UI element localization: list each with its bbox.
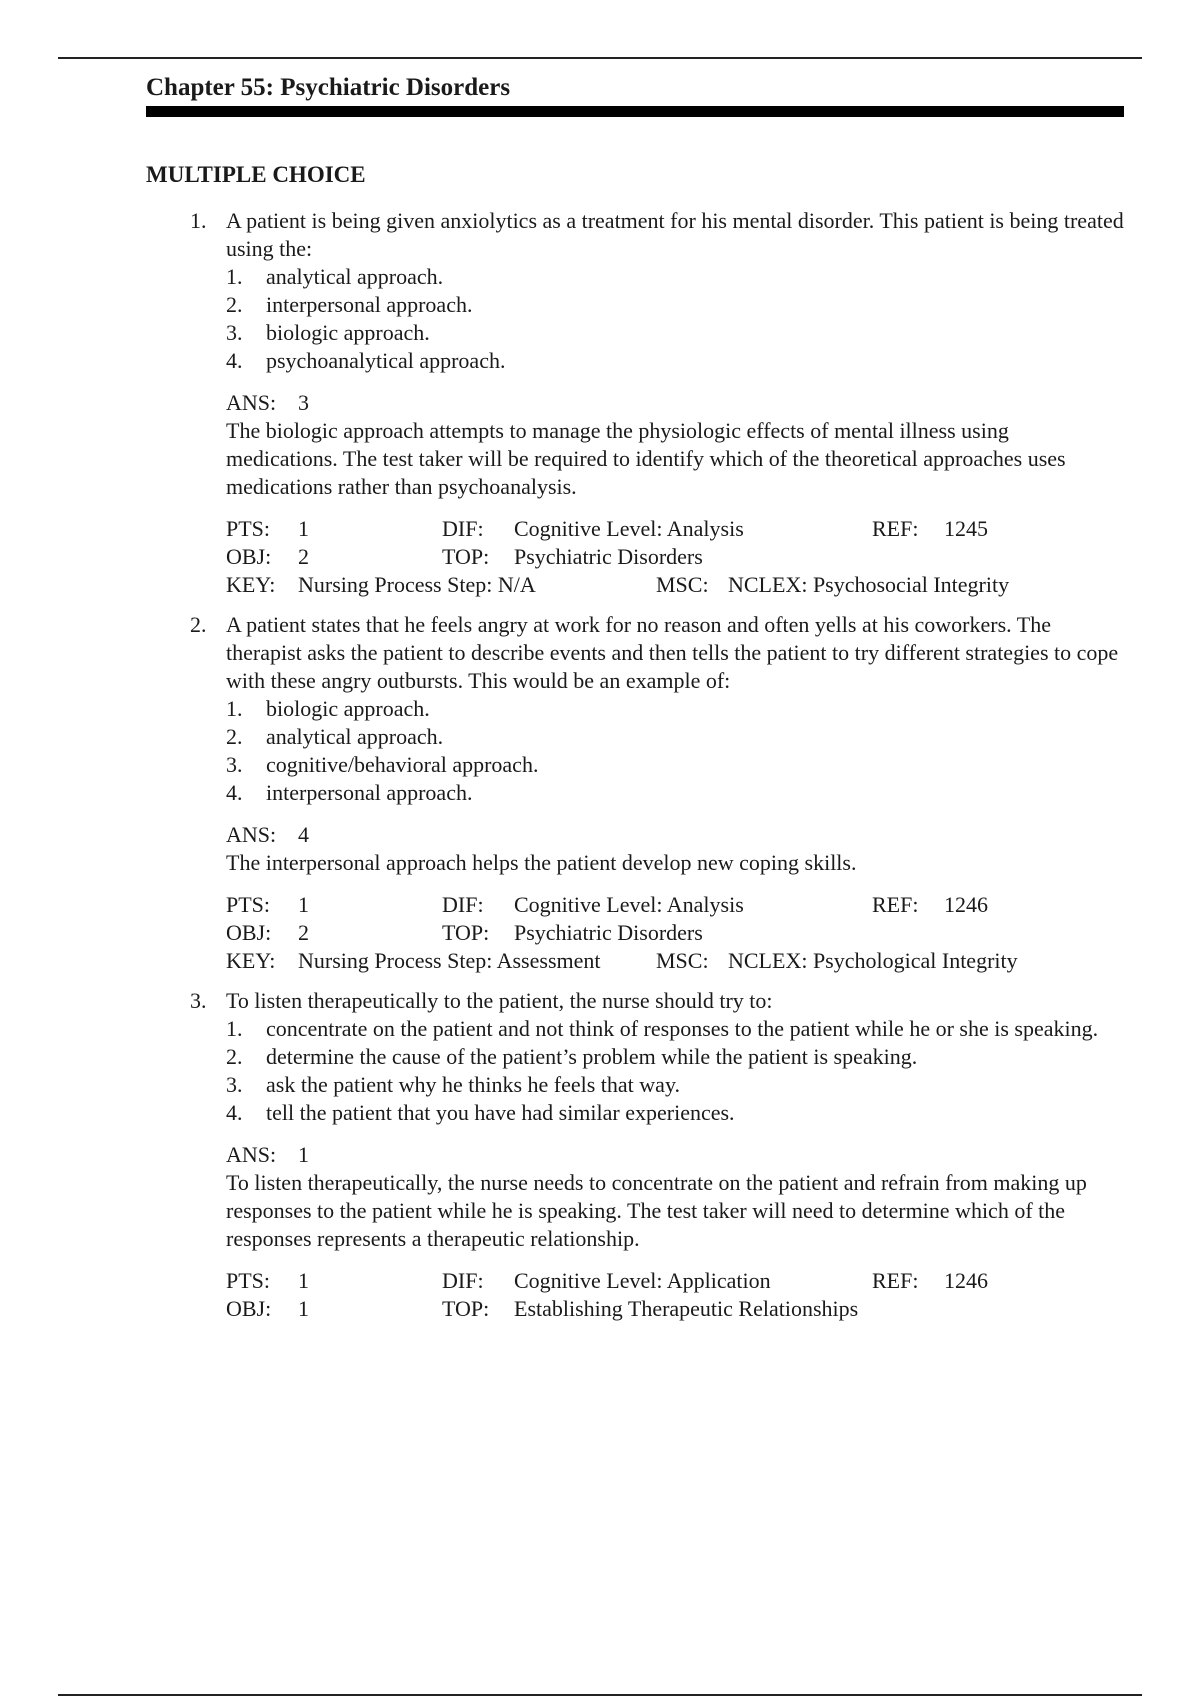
meta-row [226,1267,1126,1295]
top-value: Psychiatric Disorders [514,544,703,569]
option-item [226,695,1126,723]
option-text: interpersonal approach. [266,780,473,805]
option-text: interpersonal approach. [266,292,473,317]
question-stem: A patient is being given anxiolytics as a treatment for his mental disorder. This patient is being treated using the: [226,208,1124,261]
pts-value: 1 [298,892,309,917]
pts-value: 1 [298,516,309,541]
option-text: analytical approach. [266,264,444,289]
option-text: cognitive/behavioral approach. [266,752,539,777]
option-item [226,1015,1126,1043]
meta-row [226,515,1126,543]
obj-label: OBJ: [226,920,272,945]
key-label: KEY: [226,572,276,597]
dif-value: Cognitive Level: Analysis [514,516,744,541]
answer-rationale: The biologic approach attempts to manage the physiologic effects of mental illness using medications. The test taker will be required to identify which of the theoretical approaches uses medications rather than psychoanalysis. [226,418,1066,499]
question-stem: A patient states that he feels angry at work for no reason and often yells at his coworkers. The therapist asks the patient to describe events and then tells the patient to try different strategies to cope with these angry outbursts. This would be an example of: [226,612,1119,693]
top-label: TOP: [442,1296,490,1321]
option-item [226,347,1126,375]
answer-line [226,1141,1126,1169]
top-value: Psychiatric Disorders [514,920,703,945]
msc-value: NCLEX: Psychological Integrity [728,948,1018,973]
option-number: 3. [226,1072,243,1097]
answer-block [226,389,1126,501]
option-item [226,291,1126,319]
top-rule [58,57,1142,59]
pts-label: PTS: [226,1268,271,1293]
question-item [146,207,1126,599]
dif-label: DIF: [442,892,484,917]
key-value: Nursing Process Step: N/A [298,572,536,597]
option-text: psychoanalytical approach. [266,348,506,373]
question-item [146,987,1126,1323]
option-number: 1. [226,1016,243,1041]
key-value: Nursing Process Step: Assessment [298,948,601,973]
answer-block [226,1141,1126,1253]
obj-value: 2 [298,920,309,945]
option-list [226,695,1126,807]
option-item [226,723,1126,751]
meta-row [226,543,1126,571]
answer-value: 1 [298,1142,309,1167]
top-value: Establishing Therapeutic Relationships [514,1296,859,1321]
chapter-title: Chapter 55: Psychiatric Disorders [146,74,511,101]
question-metadata [226,891,1126,975]
title-underline-bar [146,106,1124,117]
option-item [226,779,1126,807]
option-item [226,319,1126,347]
ref-value: 1246 [944,892,988,917]
meta-row [226,947,1126,975]
option-number: 1. [226,264,243,289]
answer-value: 4 [298,822,309,847]
ref-label: REF: [872,892,919,917]
option-text: ask the patient why he thinks he feels that way. [266,1072,681,1097]
question-metadata [226,1267,1126,1323]
option-text: concentrate on the patient and not think of responses to the patient while he or she is speaking. [266,1016,1099,1041]
option-number: 4. [226,780,243,805]
option-number: 2. [226,292,243,317]
key-label: KEY: [226,948,276,973]
top-label: TOP: [442,544,490,569]
ref-value: 1246 [944,1268,988,1293]
answer-block [226,821,1126,877]
option-item [226,1071,1126,1099]
option-number: 1. [226,696,243,721]
question-list [146,207,1126,1323]
msc-label: MSC: [656,572,709,597]
answer-line [226,821,1126,849]
option-list [226,1015,1126,1127]
question-number: 3. [190,988,207,1013]
question-stem: To listen therapeutically to the patient, the nurse should try to: [226,988,773,1013]
option-item [226,1043,1126,1071]
option-number: 4. [226,348,243,373]
dif-value: Cognitive Level: Application [514,1268,771,1293]
question-number: 1. [190,208,207,233]
bottom-rule [58,1694,1142,1696]
pts-label: PTS: [226,892,271,917]
dif-value: Cognitive Level: Analysis [514,892,744,917]
ref-value: 1245 [944,516,988,541]
answer-label: ANS: [226,1142,277,1167]
option-text: determine the cause of the patient’s problem while the patient is speaking. [266,1044,918,1069]
obj-value: 2 [298,544,309,569]
obj-label: OBJ: [226,544,272,569]
obj-label: OBJ: [226,1296,272,1321]
obj-value: 1 [298,1296,309,1321]
msc-value: NCLEX: Psychosocial Integrity [728,572,1010,597]
meta-row [226,919,1126,947]
answer-line [226,389,1126,417]
meta-row [226,1295,1126,1323]
meta-row [226,891,1126,919]
page-content [146,72,1126,1335]
ref-label: REF: [872,516,919,541]
option-number: 3. [226,320,243,345]
option-list [226,263,1126,375]
option-text: biologic approach. [266,696,430,721]
question-number: 2. [190,612,207,637]
answer-rationale: The interpersonal approach helps the patient develop new coping skills. [226,850,857,875]
top-label: TOP: [442,920,490,945]
question-metadata [226,515,1126,599]
option-number: 2. [226,724,243,749]
answer-label: ANS: [226,390,277,415]
option-number: 4. [226,1100,243,1125]
answer-label: ANS: [226,822,277,847]
ref-label: REF: [872,1268,919,1293]
answer-value: 3 [298,390,309,415]
option-item [226,1099,1126,1127]
section-title: MULTIPLE CHOICE [146,162,366,187]
option-item [226,263,1126,291]
option-text: biologic approach. [266,320,430,345]
dif-label: DIF: [442,516,484,541]
dif-label: DIF: [442,1268,484,1293]
question-item [146,611,1126,975]
msc-label: MSC: [656,948,709,973]
meta-row [226,571,1126,599]
option-number: 3. [226,752,243,777]
option-text: tell the patient that you have had similar experiences. [266,1100,735,1125]
option-text: analytical approach. [266,724,444,749]
pts-label: PTS: [226,516,271,541]
option-number: 2. [226,1044,243,1069]
pts-value: 1 [298,1268,309,1293]
answer-rationale: To listen therapeutically, the nurse needs to concentrate on the patient and refrain from making up responses to the patient while he is speaking. The test taker will need to determine which of the responses represents a therapeutic relationship. [226,1170,1087,1251]
option-item [226,751,1126,779]
